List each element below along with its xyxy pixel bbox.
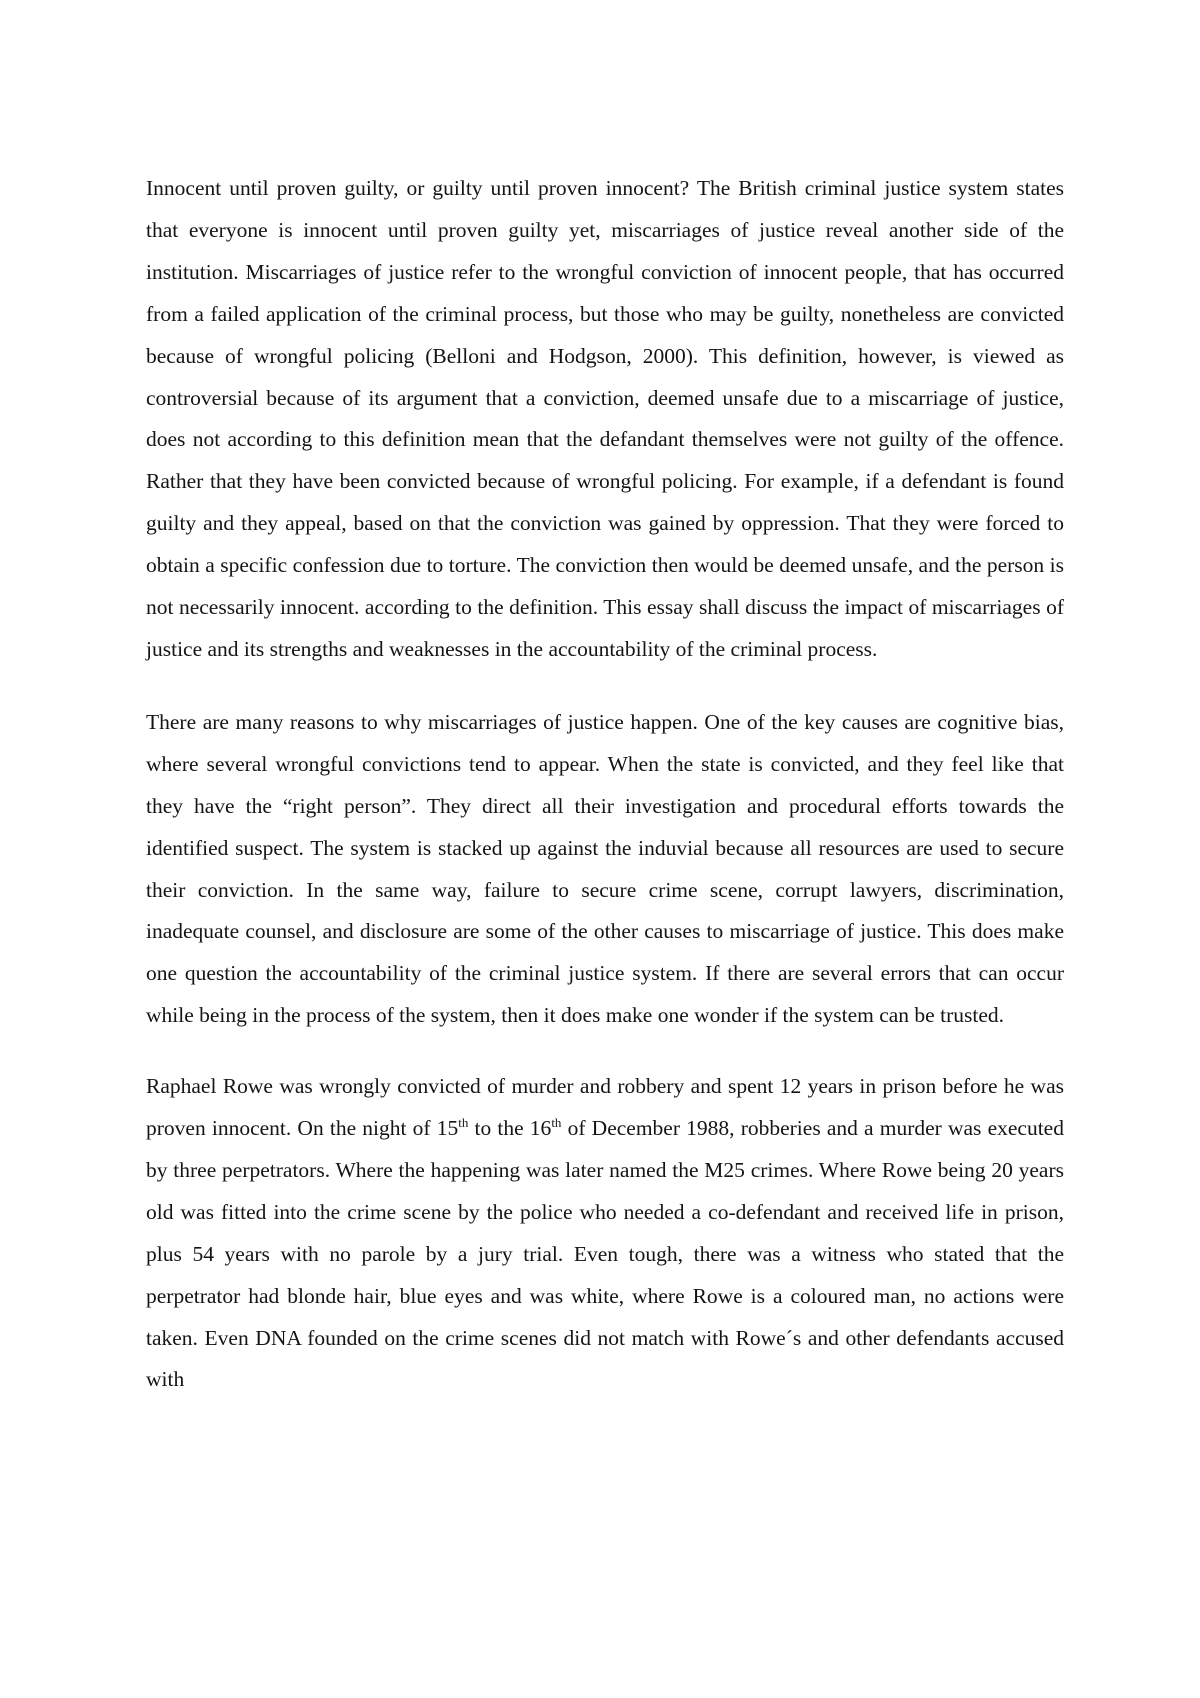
text-segment: of December 1988, robberies and a murder was executed by three perpetrators. Where the happening was later named the M25 crimes. Where Rowe being 20 years old was fitted into the crime scene by the police who needed a co-defendant and received life in prison, plus 54 years with no parole by a jury trial. Even tough, there was a witness who stated that the perpetrator had blonde hair, blue eyes and was white, where Rowe is a coloured man, no actions were taken. Even DNA founded on the crime scenes did not match with Rowe´s and other defendants accused with — [146, 1116, 1064, 1392]
paragraph-causes: There are many reasons to why miscarriages of justice happen. One of the key causes are cognitive bias, where several wrongful convictions tend to appear. When the state is convicted, and they feel like that they have the “right person”. They direct all their investigation and procedural efforts towards the identified suspect. The system is stacked up against the induvial because all resources are used to secure their conviction. In the same way, failure to secure crime scene, corrupt lawyers, discrimination, inadequate counsel, and disclosure are some of the other causes to miscarriage of justice. This does make one question the accountability of the criminal justice system. If there are several errors that can occur while being in the process of the system, then it does make one wonder if the system can be trusted. — [146, 709, 1064, 1028]
text-segment: Raphael Rowe was wrongly convicted of murder and robbery and spent 12 years in prison before he was proven innocent. On the night of 15 — [146, 1074, 1064, 1141]
text-segment: to the 16 — [468, 1116, 552, 1141]
body-text — [146, 168, 1064, 1432]
paragraph-raphael-rowe — [146, 1066, 1064, 1401]
ordinal-suffix: th — [458, 1115, 469, 1131]
paragraph-intro: Innocent until proven guilty, or guilty until proven innocent? The British criminal justice system states that everyone is innocent until proven guilty yet, miscarriages of justice reveal another side of the institution. Miscarriages of justice refer to the wrongful conviction of innocent people, that has occurred from a failed application of the criminal process, but those who may be guilty, nonetheless are convicted because of wrongful policing (Belloni and Hodgson, 2000). This definition, however, is viewed as controversial because of its argument that a conviction, deemed unsafe due to a miscarriage of justice, does not according to this definition mean that the defandant themselves were not guilty of the offence. Rather that they have been convicted because of wrongful policing. For example, if a defendant is found guilty and they appeal, based on that the conviction was gained by oppression. That they were forced to obtain a specific confession due to torture. The conviction then would be deemed unsafe, and the person is not necessarily innocent. according to the definition. This essay shall discuss the impact of miscarriages of justice and its strengths and weaknesses in the accountability of the criminal process. — [146, 176, 1064, 661]
ordinal-suffix: th — [551, 1115, 562, 1131]
